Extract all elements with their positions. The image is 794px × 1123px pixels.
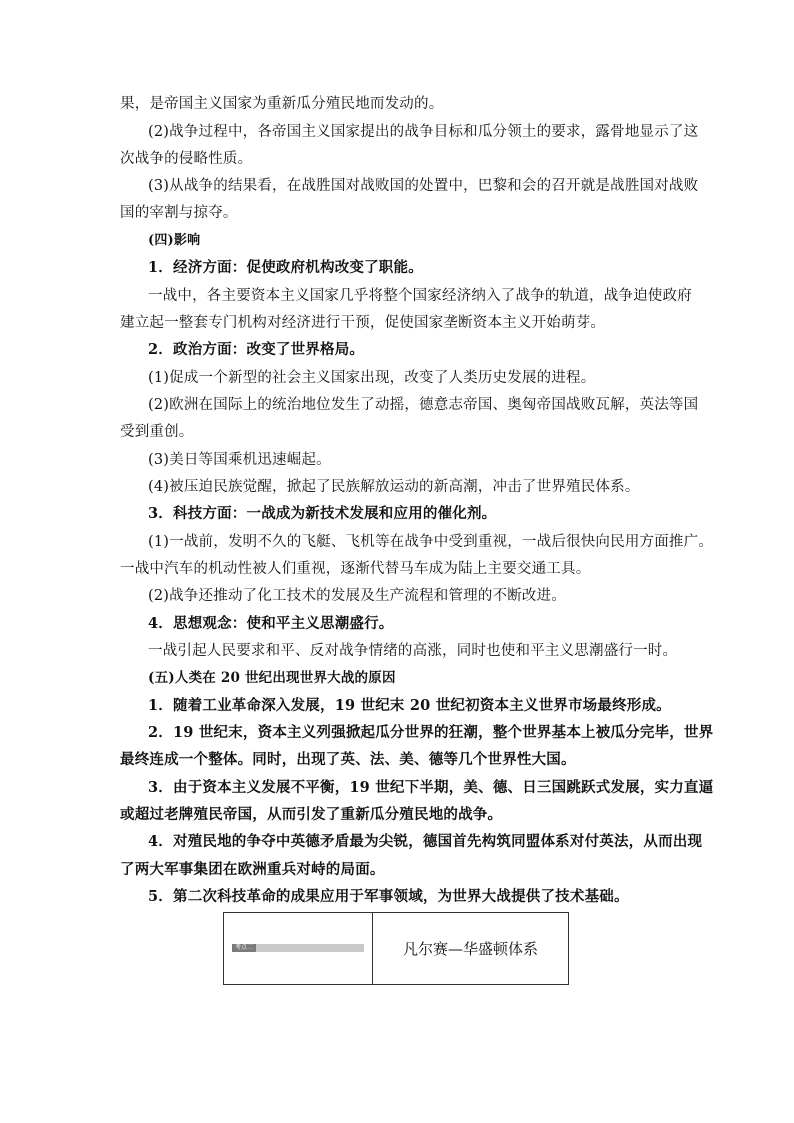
topic-label-bar	[232, 944, 364, 952]
subheading: 4．思想观念：使和平主义思潮盛行。	[148, 615, 394, 632]
text-line: (2)战争还推动了化工技术的发展及生产流程和管理的不断改进。	[148, 588, 567, 604]
text-line: (3)美日等国乘机迅速崛起。	[148, 452, 331, 468]
text-line: 次战争的侵略性质。	[120, 151, 253, 167]
text-line: 3．由于资本主义发展不平衡，19 世纪下半期，美、德、日三国跳跃式发展，实力直逼	[148, 779, 714, 796]
text-line: 建立起一整套专门机构对经济进行干预，促使国家垄断资本主义开始萌芽。	[120, 315, 606, 331]
subheading: 1．经济方面：促使政府机构改变了职能。	[148, 259, 423, 276]
text-line: (2)战争过程中，各帝国主义国家提出的战争目标和瓜分领土的要求，露骨地显示了这	[148, 124, 699, 140]
topic-title: 凡尔赛—华盛顿体系	[402, 940, 538, 958]
text-line: (2)欧洲在国际上的统治地位发生了动摇，德意志帝国、奥匈帝国战败瓦解，英法等国	[148, 397, 699, 413]
text-line: 或超过老牌殖民帝国，从而引发了重新瓜分殖民地的战争。	[120, 806, 503, 823]
text-line: 国的宰割与掠夺。	[120, 205, 238, 221]
text-line: 受到重创。	[120, 424, 194, 440]
text-line: 一战引起人民要求和平、反对战争情绪的高涨，同时也使和平主义思潮盛行一时。	[148, 643, 678, 659]
section-heading: (五)人类在 20 世纪出现世界大战的原因	[148, 670, 396, 686]
topic-title-cell	[373, 913, 568, 984]
text-line: (1)促成一个新型的社会主义国家出现，改变了人类历史发展的进程。	[148, 370, 596, 386]
text-line: 果，是帝国主义国家为重新瓜分殖民地而发动的。	[120, 96, 444, 112]
text-line: 4．对殖民地的争夺中英德矛盾最为尖锐，德国首先构筑同盟体系对付英法，从而出现	[148, 833, 703, 850]
text-line: 1．随着工业革命深入发展，19 世纪末 20 世纪初资本主义世界市场最终形成。	[148, 697, 671, 714]
subheading: 2．政治方面：改变了世界格局。	[148, 341, 365, 358]
text-line: 一战中汽车的机动性被人们重视，逐渐代替马车成为陆上主要交通工具。	[120, 561, 591, 577]
topic-header-box	[223, 912, 569, 985]
text-line: 最终连成一个整体。同时，出现了英、法、美、德等几个世界性大国。	[120, 751, 576, 768]
text-line: 5．第二次科技革命的成果应用于军事领域，为世界大战提供了技术基础。	[148, 888, 629, 905]
subheading: 3．科技方面：一战成为新技术发展和应用的催化剂。	[148, 505, 497, 522]
text-line: 2．19 世纪末，资本主义列强掀起瓜分世界的狂潮，整个世界基本上被瓜分完毕，世界	[148, 724, 714, 741]
text-line: (1)一战前，发明不久的飞艇、飞机等在战争中受到重视，一战后很快向民用方面推广。	[148, 534, 714, 550]
text-line: (3)从战争的结果看，在战胜国对战败国的处置中，巴黎和会的召开就是战胜国对战败	[148, 178, 699, 194]
text-line: (4)被压迫民族觉醒，掀起了民族解放运动的新高潮，冲击了世界殖民体系。	[148, 479, 640, 495]
section-heading: (四)影响	[148, 233, 201, 248]
topic-label-cell	[224, 913, 373, 984]
topic-tag: 考点二	[232, 944, 256, 952]
text-line: 一战中，各主要资本主义国家几乎将整个国家经济纳入了战争的轨道，战争迫使政府	[148, 288, 692, 304]
text-line: 了两大军事集团在欧洲重兵对峙的局面。	[120, 861, 385, 878]
